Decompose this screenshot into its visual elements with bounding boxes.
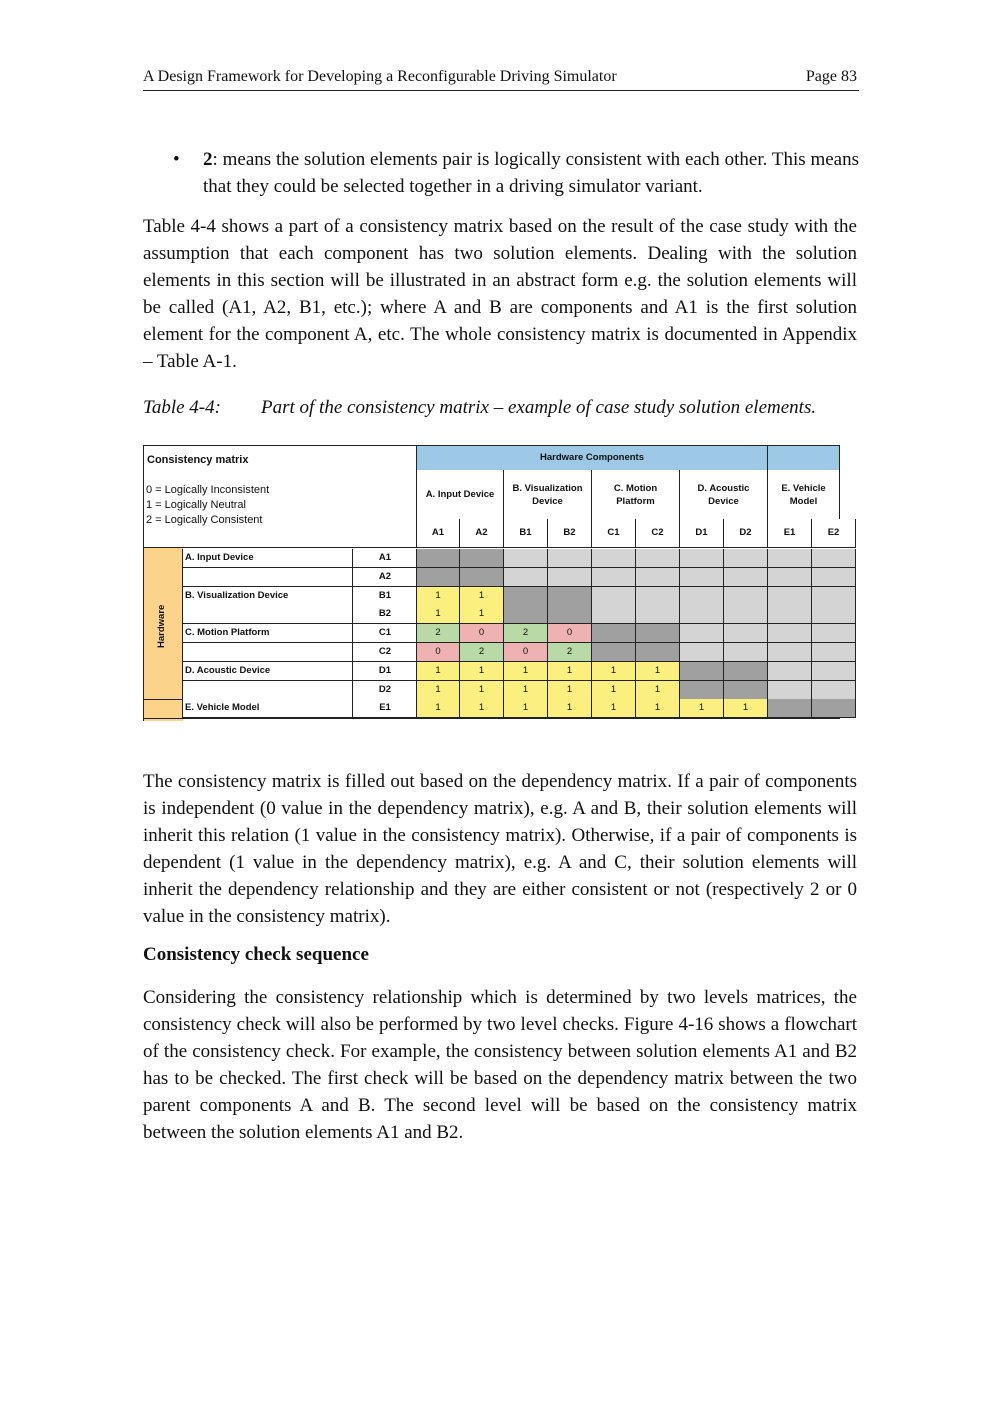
matrix-cell: 2 [416,624,460,643]
matrix-cell [592,568,636,587]
legend-box [143,445,417,548]
column-header: C1 [592,519,636,548]
matrix-cell [812,699,856,718]
bullet-text [203,146,859,200]
group-label-line-1: E. Vehicle [781,482,826,494]
row-code: D1 [352,662,417,681]
matrix-cell [680,662,724,681]
group-label-line-1: D. Acoustic [697,482,750,494]
row-code: E1 [352,699,417,718]
paragraph-1: Table 4-4 shows a part of a consistency matrix based on the result of the case study with the assumption that each component has two solution elements. Dealing with the solution elements in this section will be illustrated in an abstract form e.g. the solution elements will be called (A1, A2, B1, etc.); where A and B are components and A1 is the first solution element for the component A, etc. The whole consistency matrix is documented in Appendix – Table A-1. [143,216,857,372]
matrix-cell [724,587,768,606]
column-header: B2 [548,519,592,548]
row-component-label: D. Acoustic Device [182,662,352,681]
matrix-cell [636,549,680,568]
running-title: A Design Framework for Developing a Reconfigurable Driving Simulator [143,68,617,85]
legend-item: 0 = Logically Inconsistent [146,484,270,496]
matrix-cell [592,549,636,568]
row-code: A2 [352,568,417,587]
matrix-cell [768,549,812,568]
matrix-cell: 1 [504,662,548,681]
matrix-cell [504,587,548,606]
matrix-cell [636,605,680,624]
matrix-cell [592,605,636,624]
matrix-cell: 1 [724,699,768,718]
column-group-header [680,470,768,520]
column-header: B1 [504,519,548,548]
column-group-header [416,470,504,520]
matrix-cell [548,587,592,606]
matrix-cell [768,605,812,624]
matrix-cell [812,549,856,568]
column-header: C2 [636,519,680,548]
matrix-cell [636,568,680,587]
column-header: E1 [768,519,812,548]
matrix-cell: 1 [460,587,504,606]
matrix-cell [460,549,504,568]
group-label-line-2: Device [532,495,563,507]
group-label-line-2: Platform [616,495,655,507]
paragraph-3: Considering the consistency relationship which is determined by two levels matrices, the consistency check will also be performed by two level checks. Figure 4-16 shows a flowchart of the consistency check. For example, the consistency between solution elements A1 and B2 has to be checked. The first check will be based on the dependency matrix between the two parent components A and B. The second level will be based on the consistency matrix between the solution elements A1 and B2. [143,987,857,1143]
matrix-cell: 0 [504,643,548,662]
matrix-cell: 1 [548,662,592,681]
matrix-cell: 1 [416,662,460,681]
matrix-cell [416,549,460,568]
matrix-cell [680,624,724,643]
column-group-header [592,470,680,520]
matrix-cell [504,605,548,624]
matrix-cell [636,643,680,662]
matrix-cell: 1 [460,681,504,700]
legend [146,483,269,528]
matrix-cell [680,643,724,662]
matrix-cell [592,624,636,643]
matrix-cell: 1 [592,662,636,681]
consistency-matrix-table [143,445,843,720]
table-caption [143,397,857,419]
matrix-cell: 1 [636,662,680,681]
paragraph-2: The consistency matrix is filled out based on the dependency matrix. If a pair of components is independent (0 value in the dependency matrix), e.g. A and B, their solution elements will inherit this relation (1 value in the consistency matrix). Otherwise, if a pair of components is dependent (1 value in the dependency matrix), e.g. A and C, their solution elements will inherit the dependency relationship and they are either consistent or not (respectively 2 or 0 value in the consistency matrix). [143,771,857,927]
group-label-line-2: Device [708,495,739,507]
column-header: A1 [416,519,460,548]
matrix-cell: 1 [416,699,460,718]
group-label-line-1: C. Motion [613,482,658,494]
row-code: B1 [352,587,417,606]
row-component-label [182,605,352,624]
section-heading: Consistency check sequence [143,944,369,965]
bullet-body: : means the solution elements pair is logically consistent with each other. This means that they could be selected together in a driving simulator variant. [203,149,859,197]
matrix-cell [592,643,636,662]
matrix-cell [548,549,592,568]
legend-item: 1 = Logically Neutral [146,499,246,511]
row-component-label [182,568,352,587]
bullet-bold: 2 [203,149,213,170]
matrix-cell: 1 [504,699,548,718]
table-bottom-border [143,718,840,719]
matrix-cell [680,681,724,700]
matrix-cell: 1 [592,699,636,718]
matrix-cell [548,568,592,587]
column-header: D1 [680,519,724,548]
matrix-cell [768,624,812,643]
row-code: D2 [352,681,417,700]
row-code: B2 [352,605,417,624]
bullet-icon: • [173,149,180,170]
matrix-cell: 0 [460,624,504,643]
matrix-cell [460,568,504,587]
matrix-cell [812,605,856,624]
matrix-cell: 1 [460,699,504,718]
matrix-cell: 2 [504,624,548,643]
matrix-cell [548,605,592,624]
matrix-cell [416,568,460,587]
matrix-title: Consistency matrix [147,454,249,466]
matrix-cell [812,568,856,587]
column-header: D2 [724,519,768,548]
group-label-line-2: Model [789,495,818,507]
page-number: Page 83 [805,68,857,85]
matrix-cell [724,643,768,662]
side-divider [143,699,183,700]
matrix-cell: 1 [636,681,680,700]
matrix-cell [724,662,768,681]
group-label-line-1: A. Input Device [425,489,495,500]
legend-item: 2 = Logically Consistent [146,514,263,526]
matrix-cell: 1 [504,681,548,700]
matrix-cell: 1 [416,681,460,700]
matrix-cell [724,568,768,587]
column-header: A2 [460,519,504,548]
matrix-cell: 1 [548,699,592,718]
matrix-cell [504,568,548,587]
matrix-cell [724,605,768,624]
matrix-cell [724,549,768,568]
side-header [143,548,183,721]
matrix-cell [680,605,724,624]
matrix-cell [768,587,812,606]
matrix-cell [636,624,680,643]
matrix-cell: 1 [680,699,724,718]
column-group-header [504,470,592,520]
matrix-cell [636,587,680,606]
row-component-label: E. Vehicle Model [182,699,352,718]
matrix-cell [768,643,812,662]
matrix-cell [812,662,856,681]
group-label-line-1: B. Visualization [512,482,583,494]
matrix-cell [768,681,812,700]
matrix-cell: 1 [636,699,680,718]
row-code: C2 [352,643,417,662]
matrix-cell [812,643,856,662]
matrix-cell: 0 [548,624,592,643]
column-header: E2 [812,519,856,548]
matrix-cell: 1 [416,587,460,606]
matrix-cell [768,699,812,718]
matrix-cell: 2 [460,643,504,662]
matrix-cell [724,624,768,643]
caption-text: Part of the consistency matrix – example of case study solution elements. [261,397,817,418]
row-code: A1 [352,549,417,568]
matrix-cell [812,587,856,606]
row-component-label: B. Visualization Device [182,587,352,606]
row-code: C1 [352,624,417,643]
row-component-label [182,643,352,662]
row-component-label: C. Motion Platform [182,624,352,643]
matrix-cell [724,681,768,700]
matrix-cell: 0 [416,643,460,662]
matrix-cell [680,568,724,587]
row-component-label [182,681,352,700]
matrix-cell [812,624,856,643]
matrix-cell [812,681,856,700]
matrix-cell [680,587,724,606]
matrix-cell [592,587,636,606]
page-header [143,66,859,91]
matrix-cell [768,662,812,681]
row-component-label: A. Input Device [182,549,352,568]
matrix-cell: 1 [416,605,460,624]
side-header-label: Hardware [156,604,167,648]
matrix-cell: 1 [592,681,636,700]
matrix-cell [504,549,548,568]
hardware-components-header: Hardware Components [416,445,768,471]
matrix-cell: 1 [460,662,504,681]
column-group-header [768,470,840,520]
matrix-cell: 2 [548,643,592,662]
matrix-cell [680,549,724,568]
header-blank-cell [768,445,840,471]
matrix-cell: 1 [548,681,592,700]
matrix-cell [768,568,812,587]
matrix-cell: 1 [460,605,504,624]
caption-label: Table 4-4: [143,397,221,418]
